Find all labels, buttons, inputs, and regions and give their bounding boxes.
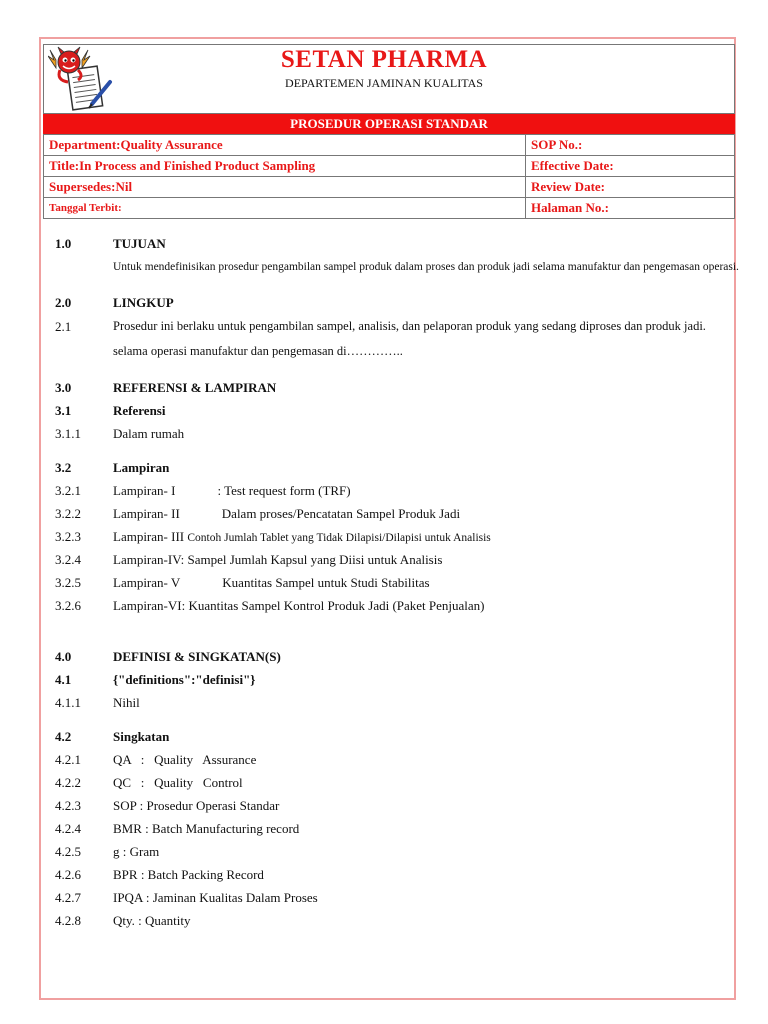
- sop-no-cell: SOP No.:: [526, 135, 735, 156]
- subsection-heading: [55, 725, 755, 748]
- lingkup-text: [113, 314, 761, 364]
- item-text: QA : Quality Assurance: [113, 752, 257, 767]
- sop-banner: PROSEDUR OPERASI STANDAR: [43, 114, 735, 134]
- attachment-label: Lampiran- II: [113, 506, 180, 521]
- document-body: [55, 232, 755, 932]
- subsection-title: Lampiran: [113, 460, 170, 475]
- item-text: BMR : Batch Manufacturing record: [113, 821, 300, 836]
- list-item: [55, 886, 755, 909]
- item-text: SOP : Prosedur Operasi Standar: [113, 798, 280, 813]
- subsection-heading: [55, 456, 755, 479]
- item-number: 3.2.5: [55, 575, 81, 590]
- item-text: [113, 479, 351, 502]
- section-number: 3.0: [55, 380, 72, 395]
- supersedes-cell: Supersedes:Nil: [44, 177, 526, 198]
- attachment-label: Lampiran- V: [113, 575, 181, 590]
- list-item: [55, 794, 755, 817]
- department-subtitle: DEPARTEMEN JAMINAN KUALITAS: [285, 76, 483, 90]
- item-text: QC : Quality Control: [113, 775, 243, 790]
- item-number: 4.1.1: [55, 695, 81, 710]
- subsection-title: Singkatan: [113, 729, 170, 744]
- halaman-no-cell: Halaman No.:: [526, 198, 735, 219]
- department-cell: Department:Quality Assurance: [44, 135, 526, 156]
- item-number: 3.2.1: [55, 483, 81, 498]
- subsection-number: 4.2: [55, 729, 72, 744]
- item-number: 3.2.4: [55, 552, 81, 567]
- item-number: 4.2.2: [55, 775, 81, 790]
- section-title: DEFINISI & SINGKATAN(S): [113, 649, 281, 664]
- subsection-number: 3.2: [55, 460, 72, 475]
- list-item: [55, 594, 755, 617]
- list-item: [55, 863, 755, 886]
- item-number: 3.1.1: [55, 426, 81, 441]
- list-item: [55, 422, 755, 445]
- subsection-title: {"definitions":"definisi"}: [113, 672, 256, 687]
- subsection-number: 4.1: [55, 672, 72, 687]
- review-date-cell: Review Date:: [526, 177, 735, 198]
- subsection-title: Referensi: [113, 403, 166, 418]
- item-text: [113, 571, 430, 594]
- list-item: [55, 571, 755, 594]
- title-cell: Title:In Process and Finished Product Sampling: [44, 156, 526, 177]
- section-number: 2.0: [55, 295, 72, 310]
- list-item: [55, 691, 755, 714]
- section-title: TUJUAN: [113, 236, 166, 251]
- section-number: 1.0: [55, 236, 72, 251]
- lingkup-text-line-1: Prosedur ini berlaku untuk pengambilan sampel, analisis, dan pelaporan produk yang sedang diproses dan produk jadi.: [113, 319, 706, 333]
- subsection-number: 3.1: [55, 403, 72, 418]
- section-heading: [55, 232, 755, 255]
- section-title: REFERENSI & LAMPIRAN: [113, 380, 277, 395]
- item-text: [113, 525, 491, 550]
- list-item: [55, 525, 755, 548]
- item-number: 3.2.6: [55, 598, 81, 613]
- item-text: IPQA : Jaminan Kualitas Dalam Proses: [113, 890, 318, 905]
- section-title: LINGKUP: [113, 295, 174, 310]
- attachment-desc: : Test request form (TRF): [217, 483, 351, 498]
- sop-info-table: [43, 134, 735, 219]
- item-number: 2.1: [55, 319, 72, 334]
- list-item: [55, 548, 755, 571]
- item-number: 4.2.5: [55, 844, 81, 859]
- effective-date-cell: Effective Date:: [526, 156, 735, 177]
- list-item: [55, 840, 755, 863]
- item-text: Lampiran-VI: Kuantitas Sampel Kontrol Produk Jadi (Paket Penjualan): [113, 598, 485, 613]
- item-number: 3.2.2: [55, 506, 81, 521]
- item-number: 4.2.3: [55, 798, 81, 813]
- item-text: Qty. : Quantity: [113, 913, 191, 928]
- tujuan-text: Untuk mendefinisikan prosedur pengambilan sampel produk dalam proses dan produk jadi selama manufaktur dan pengemasan operasi.: [113, 261, 739, 273]
- item-number: 4.2.1: [55, 752, 81, 767]
- attachment-label: Lampiran- I: [113, 483, 176, 498]
- section-heading: [55, 376, 755, 399]
- item-text: Lampiran-IV: Sampel Jumlah Kapsul yang Diisi untuk Analisis: [113, 552, 443, 567]
- item-text: BPR : Batch Packing Record: [113, 867, 264, 882]
- list-item: [55, 817, 755, 840]
- attachment-desc: Dalam proses/Pencatatan Sampel Produk Jadi: [221, 506, 461, 521]
- list-item: [55, 502, 755, 525]
- item-text: [113, 502, 460, 525]
- item-text: g : Gram: [113, 844, 160, 859]
- attachment-label: Lampiran- III: [113, 529, 185, 544]
- item-number: 4.2.8: [55, 913, 81, 928]
- section-heading: [55, 645, 755, 668]
- list-item: [55, 909, 755, 932]
- section-number: 4.0: [55, 649, 72, 664]
- list-item: [55, 771, 755, 794]
- lingkup-text-line-2: selama operasi manufaktur dan pengemasan di…………..: [113, 344, 403, 358]
- item-number: 4.2.4: [55, 821, 81, 836]
- list-item: [55, 748, 755, 771]
- subsection-heading: [55, 399, 755, 422]
- item-number: 4.2.6: [55, 867, 81, 882]
- item-number: 4.2.7: [55, 890, 81, 905]
- lingkup-item: [55, 314, 755, 364]
- item-number: 3.2.3: [55, 529, 81, 544]
- company-name: SETAN PHARMA: [280, 46, 488, 73]
- attachment-desc: Contoh Jumlah Tablet yang Tidak Dilapisi/Dilapisi untuk Analisis: [187, 532, 491, 544]
- list-item: [55, 479, 755, 502]
- section-heading: [55, 291, 755, 314]
- tanggal-terbit-cell: Tanggal Terbit:: [44, 198, 526, 219]
- item-text: Nihil: [113, 695, 140, 710]
- attachment-desc: Kuantitas Sampel untuk Studi Stabilitas: [222, 575, 430, 590]
- item-text: Dalam rumah: [113, 426, 185, 441]
- subsection-heading: [55, 668, 755, 691]
